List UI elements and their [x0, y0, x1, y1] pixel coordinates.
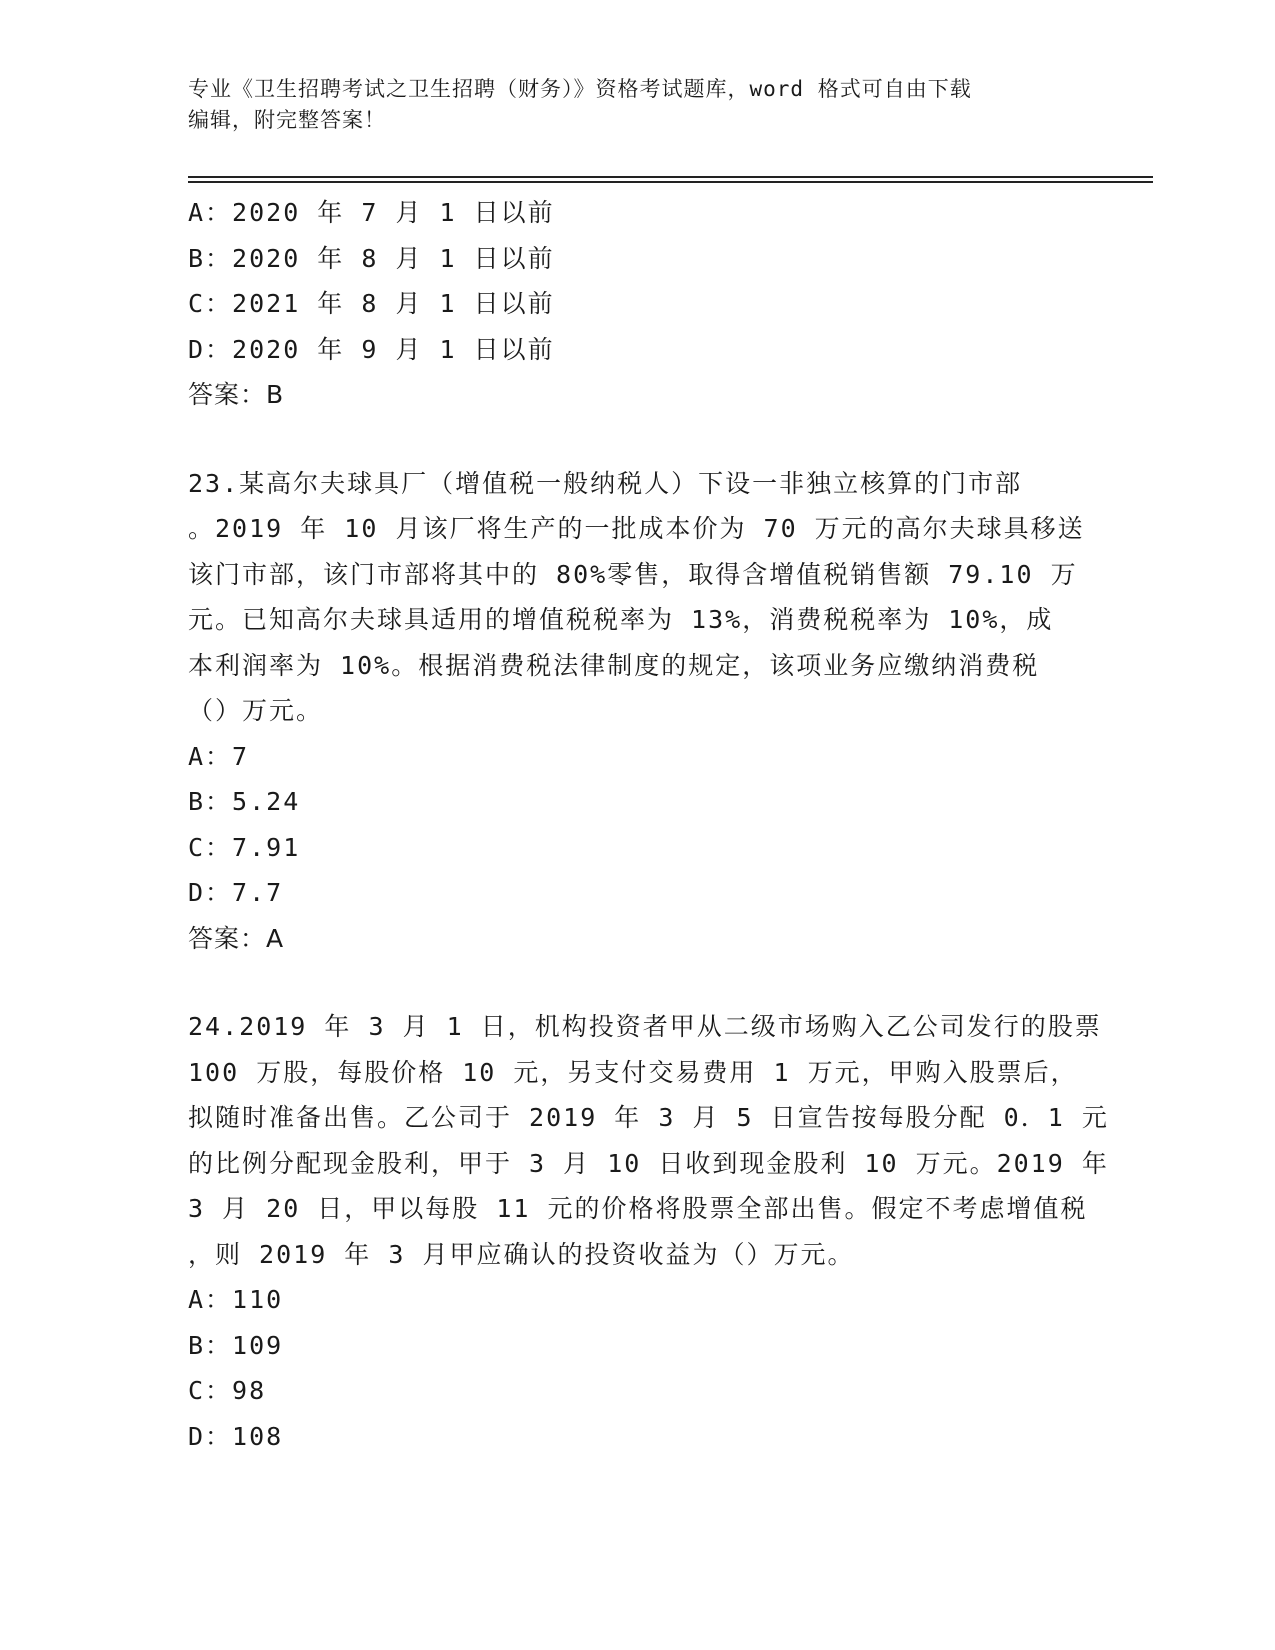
question-content: [188, 190, 1109, 1459]
option-d: D：7.7: [188, 878, 284, 907]
stem-line: ，则 2019 年 3 月甲应确认的投资收益为（）万元。: [188, 1239, 855, 1269]
option-a: A：110: [188, 1285, 284, 1314]
spacer: [188, 418, 1088, 461]
header-line-2: 编辑，附完整答案！: [188, 108, 386, 132]
stem-line: 元。已知高尔夫球具适用的增值税税率为 13%，消费税税率为 10%，成: [188, 605, 1054, 634]
stem-line: 3 月 20 日，甲以每股 11 元的价格将股票全部出售。假定不考虑增值税: [188, 1194, 1088, 1223]
spacer: [188, 961, 1088, 1004]
stem-line: 24.2019 年 3 月 1 日，机构投资者甲从二级市场购入乙公司发行的股票: [188, 1012, 1102, 1041]
answer: 答案：A: [188, 923, 285, 953]
stem-line: 的比例分配现金股利，甲于 3 月 10 日收到现金股利 10 万元。2019 年: [188, 1148, 1109, 1178]
option-c: C：2021 年 8 月 1 日以前: [188, 289, 555, 318]
question-stem: [188, 1004, 1109, 1277]
option-b: B：5.24: [188, 787, 301, 816]
option-b: B：2020 年 8 月 1 日以前: [188, 243, 555, 273]
option-a: A：7: [188, 741, 250, 771]
question-stem: [188, 461, 1088, 734]
stem-line: 该门市部，该门市部将其中的 80%零售，取得含增值税销售额 79.10 万: [188, 559, 1078, 589]
stem-line: 。2019 年 10 月该厂将生产的一批成本价为 70 万元的高尔夫球具移送: [188, 514, 1085, 543]
document-header: [188, 74, 1088, 136]
stem-line: 本利润率为 10%。根据消费税法律制度的规定，该项业务应缴纳消费税: [188, 650, 1040, 680]
header-divider-bottom: [188, 181, 1153, 183]
option-a: A：2020 年 7 月 1 日以前: [188, 198, 555, 227]
header-line-1: 专业《卫生招聘考试之卫生招聘（财务）》资格考试题库，word 格式可自由下载: [188, 77, 972, 101]
header-divider-top: [188, 176, 1153, 178]
option-d: D：2020 年 9 月 1 日以前: [188, 334, 555, 364]
question-22: [188, 190, 1088, 418]
stem-line: 拟随时准备出售。乙公司于 2019 年 3 月 5 日宣告按每股分配 0．1 元: [188, 1103, 1109, 1132]
option-b: B：109: [188, 1330, 284, 1360]
stem-line: 23.某高尔夫球具厂（增值税一般纳税人）下设一非独立核算的门市部: [188, 468, 1023, 498]
stem-line: （）万元。: [188, 696, 324, 725]
option-d: D：108: [188, 1421, 284, 1451]
question-23: [188, 461, 1088, 962]
option-c: C：98: [188, 1376, 267, 1405]
stem-line: 100 万股，每股价格 10 元，另支付交易费用 1 万元，甲购入股票后，: [188, 1057, 1078, 1087]
option-c: C：7.91: [188, 832, 301, 862]
answer: 答案：B: [188, 380, 285, 409]
question-24: [188, 1004, 1109, 1459]
